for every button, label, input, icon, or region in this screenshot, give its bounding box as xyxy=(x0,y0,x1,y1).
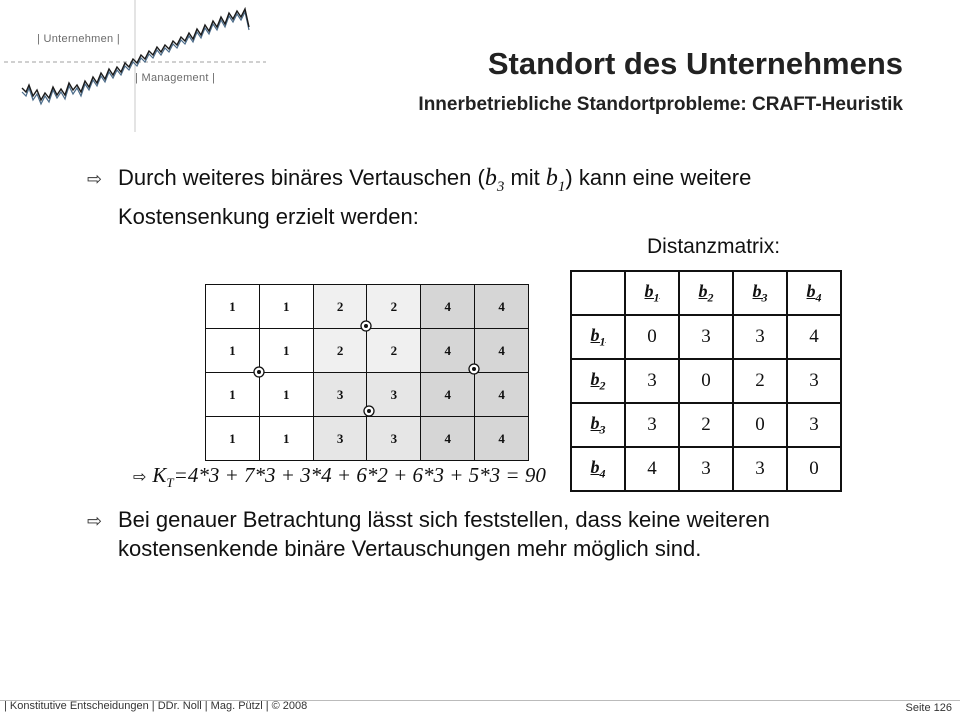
bullet-text-1-post: ) kann eine weitere Kostensenkung erzielt werden: xyxy=(118,165,752,229)
row-header-base: b xyxy=(590,368,600,389)
row-header xyxy=(571,403,625,447)
bullet-point-2 xyxy=(87,505,887,563)
distance-cell: 3 xyxy=(625,359,679,403)
row-header-base: b xyxy=(590,412,600,433)
row-header xyxy=(571,359,625,403)
logo-text-unternehmen: | Unternehmen | xyxy=(37,33,120,45)
column-header-sub: 4 xyxy=(815,290,822,305)
distance-cell: 0 xyxy=(787,447,841,491)
column-header-sub: 3 xyxy=(761,290,768,305)
footer-authors: | DDr. Noll | Mag. Pützl | © 2008 xyxy=(148,700,308,712)
row-header xyxy=(571,315,625,359)
footer-info xyxy=(4,700,307,712)
swap-marker-icon xyxy=(360,320,372,332)
layout-grid-row xyxy=(206,417,529,461)
page-subtitle: Innerbetriebliche Standortprobleme: CRAFT-Heuristik xyxy=(418,94,903,115)
column-header-base: b xyxy=(806,280,816,301)
column-header-base: b xyxy=(698,280,708,301)
variable-b1-base: b xyxy=(545,165,558,191)
row-header-sub: 1 xyxy=(599,334,606,349)
layout-grid-cell: 4 xyxy=(475,285,529,329)
variable-b3 xyxy=(484,165,505,195)
distance-cell: 3 xyxy=(625,403,679,447)
layout-grid-cell: 1 xyxy=(206,285,260,329)
formula-expression: =4*3 + 7*3 + 3*4 + 6*2 + 6*3 + 5*3 = 90 xyxy=(173,463,546,487)
distance-cell: 0 xyxy=(679,359,733,403)
layout-grid-cell: 4 xyxy=(421,285,475,329)
bullet-point-1 xyxy=(87,163,847,231)
bullet-text-1-mid: mit xyxy=(504,165,546,190)
layout-grid-cell: 3 xyxy=(367,373,421,417)
distance-cell: 2 xyxy=(733,359,787,403)
distance-cell: 4 xyxy=(625,447,679,491)
column-header-base: b xyxy=(752,280,762,301)
formula-k: K xyxy=(152,463,167,487)
column-header-sub: 2 xyxy=(707,290,714,305)
arrow-right-icon: ⇨ xyxy=(87,169,103,189)
swap-marker-icon xyxy=(468,363,480,375)
distance-matrix-row xyxy=(571,403,841,447)
layout-grid-cell: 4 xyxy=(421,373,475,417)
distance-cell: 3 xyxy=(787,359,841,403)
column-header xyxy=(679,271,733,315)
layout-grid-cell: 1 xyxy=(259,285,313,329)
layout-grid-cell: 4 xyxy=(421,417,475,461)
column-header-base: b xyxy=(644,280,654,301)
row-header xyxy=(571,447,625,491)
layout-grid-cell: 1 xyxy=(259,373,313,417)
row-header-sub: 3 xyxy=(599,422,606,437)
distance-cell: 3 xyxy=(733,315,787,359)
swap-marker-icon xyxy=(363,405,375,417)
layout-grid-cell: 2 xyxy=(367,285,421,329)
distance-matrix-row xyxy=(571,447,841,491)
layout-grid-cell: 1 xyxy=(259,329,313,373)
swap-marker-icon xyxy=(253,366,265,378)
footer-course-name: | Konstitutive Entscheidungen xyxy=(4,700,149,712)
layout-grid-cell: 1 xyxy=(206,373,260,417)
distance-cell: 4 xyxy=(787,315,841,359)
layout-grid-cell: 2 xyxy=(313,285,367,329)
layout-grid-cell: 1 xyxy=(259,417,313,461)
variable-b1-sub: 1 xyxy=(557,178,566,195)
distance-matrix xyxy=(570,270,842,492)
layout-grid-cell: 2 xyxy=(313,329,367,373)
row-header-sub: 4 xyxy=(599,466,606,481)
distance-cell: 3 xyxy=(679,447,733,491)
page-title: Standort des Unternehmens xyxy=(487,46,903,81)
company-logo xyxy=(0,0,270,135)
layout-grid-cell: 2 xyxy=(367,329,421,373)
distance-matrix-header-row xyxy=(571,271,841,315)
bullet-text-1-pre: Durch weiteres binäres Vertauschen ( xyxy=(118,165,485,190)
formula-k-sub: T xyxy=(166,475,174,491)
distance-cell: 0 xyxy=(625,315,679,359)
layout-grid-cell: 4 xyxy=(475,373,529,417)
distance-matrix-corner xyxy=(571,271,625,315)
variable-b1 xyxy=(545,165,566,195)
column-header xyxy=(625,271,679,315)
distance-cell: 3 xyxy=(733,447,787,491)
arrow-right-icon: ⇨ xyxy=(87,511,103,531)
layout-grid-cell: 1 xyxy=(206,417,260,461)
layout-grid-cell: 3 xyxy=(313,373,367,417)
distance-cell: 0 xyxy=(733,403,787,447)
layout-grid-cell: 3 xyxy=(367,417,421,461)
distance-matrix-title: Distanzmatrix: xyxy=(647,235,781,258)
arrow-right-icon: ⇨ xyxy=(133,467,147,486)
variable-b3-sub: 3 xyxy=(496,178,505,195)
cost-formula xyxy=(133,463,546,491)
distance-matrix-row xyxy=(571,315,841,359)
layout-grid-cell: 4 xyxy=(475,329,529,373)
distance-cell: 3 xyxy=(787,403,841,447)
stock-chart-logo-icon xyxy=(0,0,270,135)
bullet-text-2: Bei genauer Betrachtung lässt sich feststellen, dass keine weiteren kostensenkende binäre Vertauschungen mehr möglich sind. xyxy=(118,507,770,561)
column-header xyxy=(787,271,841,315)
row-header-base: b xyxy=(590,324,600,345)
layout-grid-cell: 3 xyxy=(313,417,367,461)
bullet-text-1 xyxy=(118,163,847,231)
layout-grid-cell: 4 xyxy=(421,329,475,373)
distance-cell: 2 xyxy=(679,403,733,447)
distance-cell: 3 xyxy=(679,315,733,359)
logo-text-management: | Management | xyxy=(135,72,216,84)
column-header-sub: 1 xyxy=(653,290,660,305)
variable-b3-base: b xyxy=(484,165,497,191)
row-header-sub: 2 xyxy=(599,378,606,393)
page-number: Seite 126 xyxy=(905,702,952,714)
column-header xyxy=(733,271,787,315)
row-header-base: b xyxy=(590,456,600,477)
layout-grid-cell: 1 xyxy=(206,329,260,373)
layout-grid-cell: 4 xyxy=(475,417,529,461)
distance-matrix-row xyxy=(571,359,841,403)
